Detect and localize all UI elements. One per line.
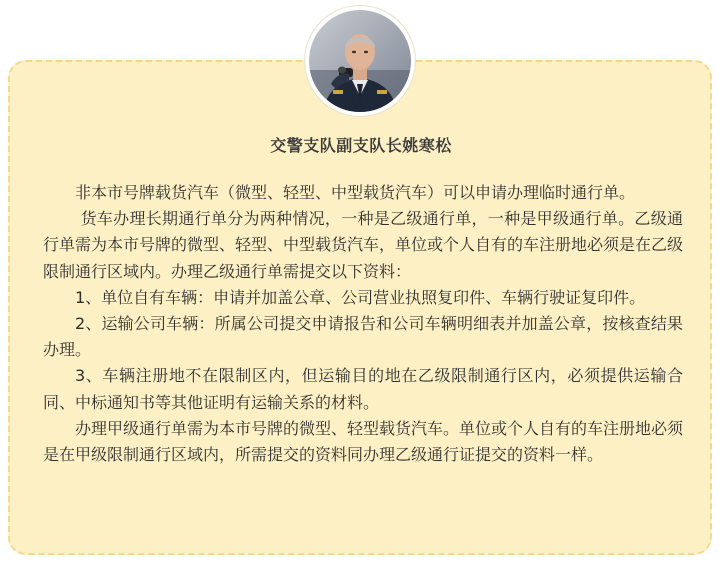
list-item-out-of-zone: 3、车辆注册地不在限制区内，但运输目的地在乙级限制通行区内，必须提供运输合同、中标通知书等其他证明有运输关系的材料。 (43, 366, 683, 412)
list-item-company-vehicle: 1、单位自有车辆：申请并加盖公章、公司营业执照复印件、车辆行驶证复印件。 (75, 287, 646, 307)
officer-photo (309, 10, 411, 112)
article-body (43, 180, 683, 468)
paragraph-class-a: 办理甲级通行单需为本市号牌的微型、轻型载货汽车。单位或个人自有的车注册地必须是在甲级限制通行区域内，所需提交的资料同办理乙级通行证提交的资料一样。 (43, 418, 684, 465)
avatar-frame (305, 6, 415, 116)
page-title: 交警支队副支队长姚寒松 (270, 136, 452, 155)
list-item-transport-company: 2、运输公司车辆：所属公司提交申请报告和公司车辆明细表并加盖公章，按核查结果办理。 (43, 314, 683, 360)
avatar (309, 10, 411, 112)
paragraph-intro: 非本市号牌载货汽车（微型、轻型、中型载货汽车）可以申请办理临时通行单。 (75, 183, 636, 202)
paragraph-permit-types: 货车办理长期通行单分为两种情况，一种是乙级通行单，一种是甲级通行单。乙级通行单需为本市号牌的微型、轻型、中型载货汽车，单位或个人自有的车注册地必须是在乙级限制通行区域内。办理乙级通行单需提交以下资料： (43, 209, 684, 281)
